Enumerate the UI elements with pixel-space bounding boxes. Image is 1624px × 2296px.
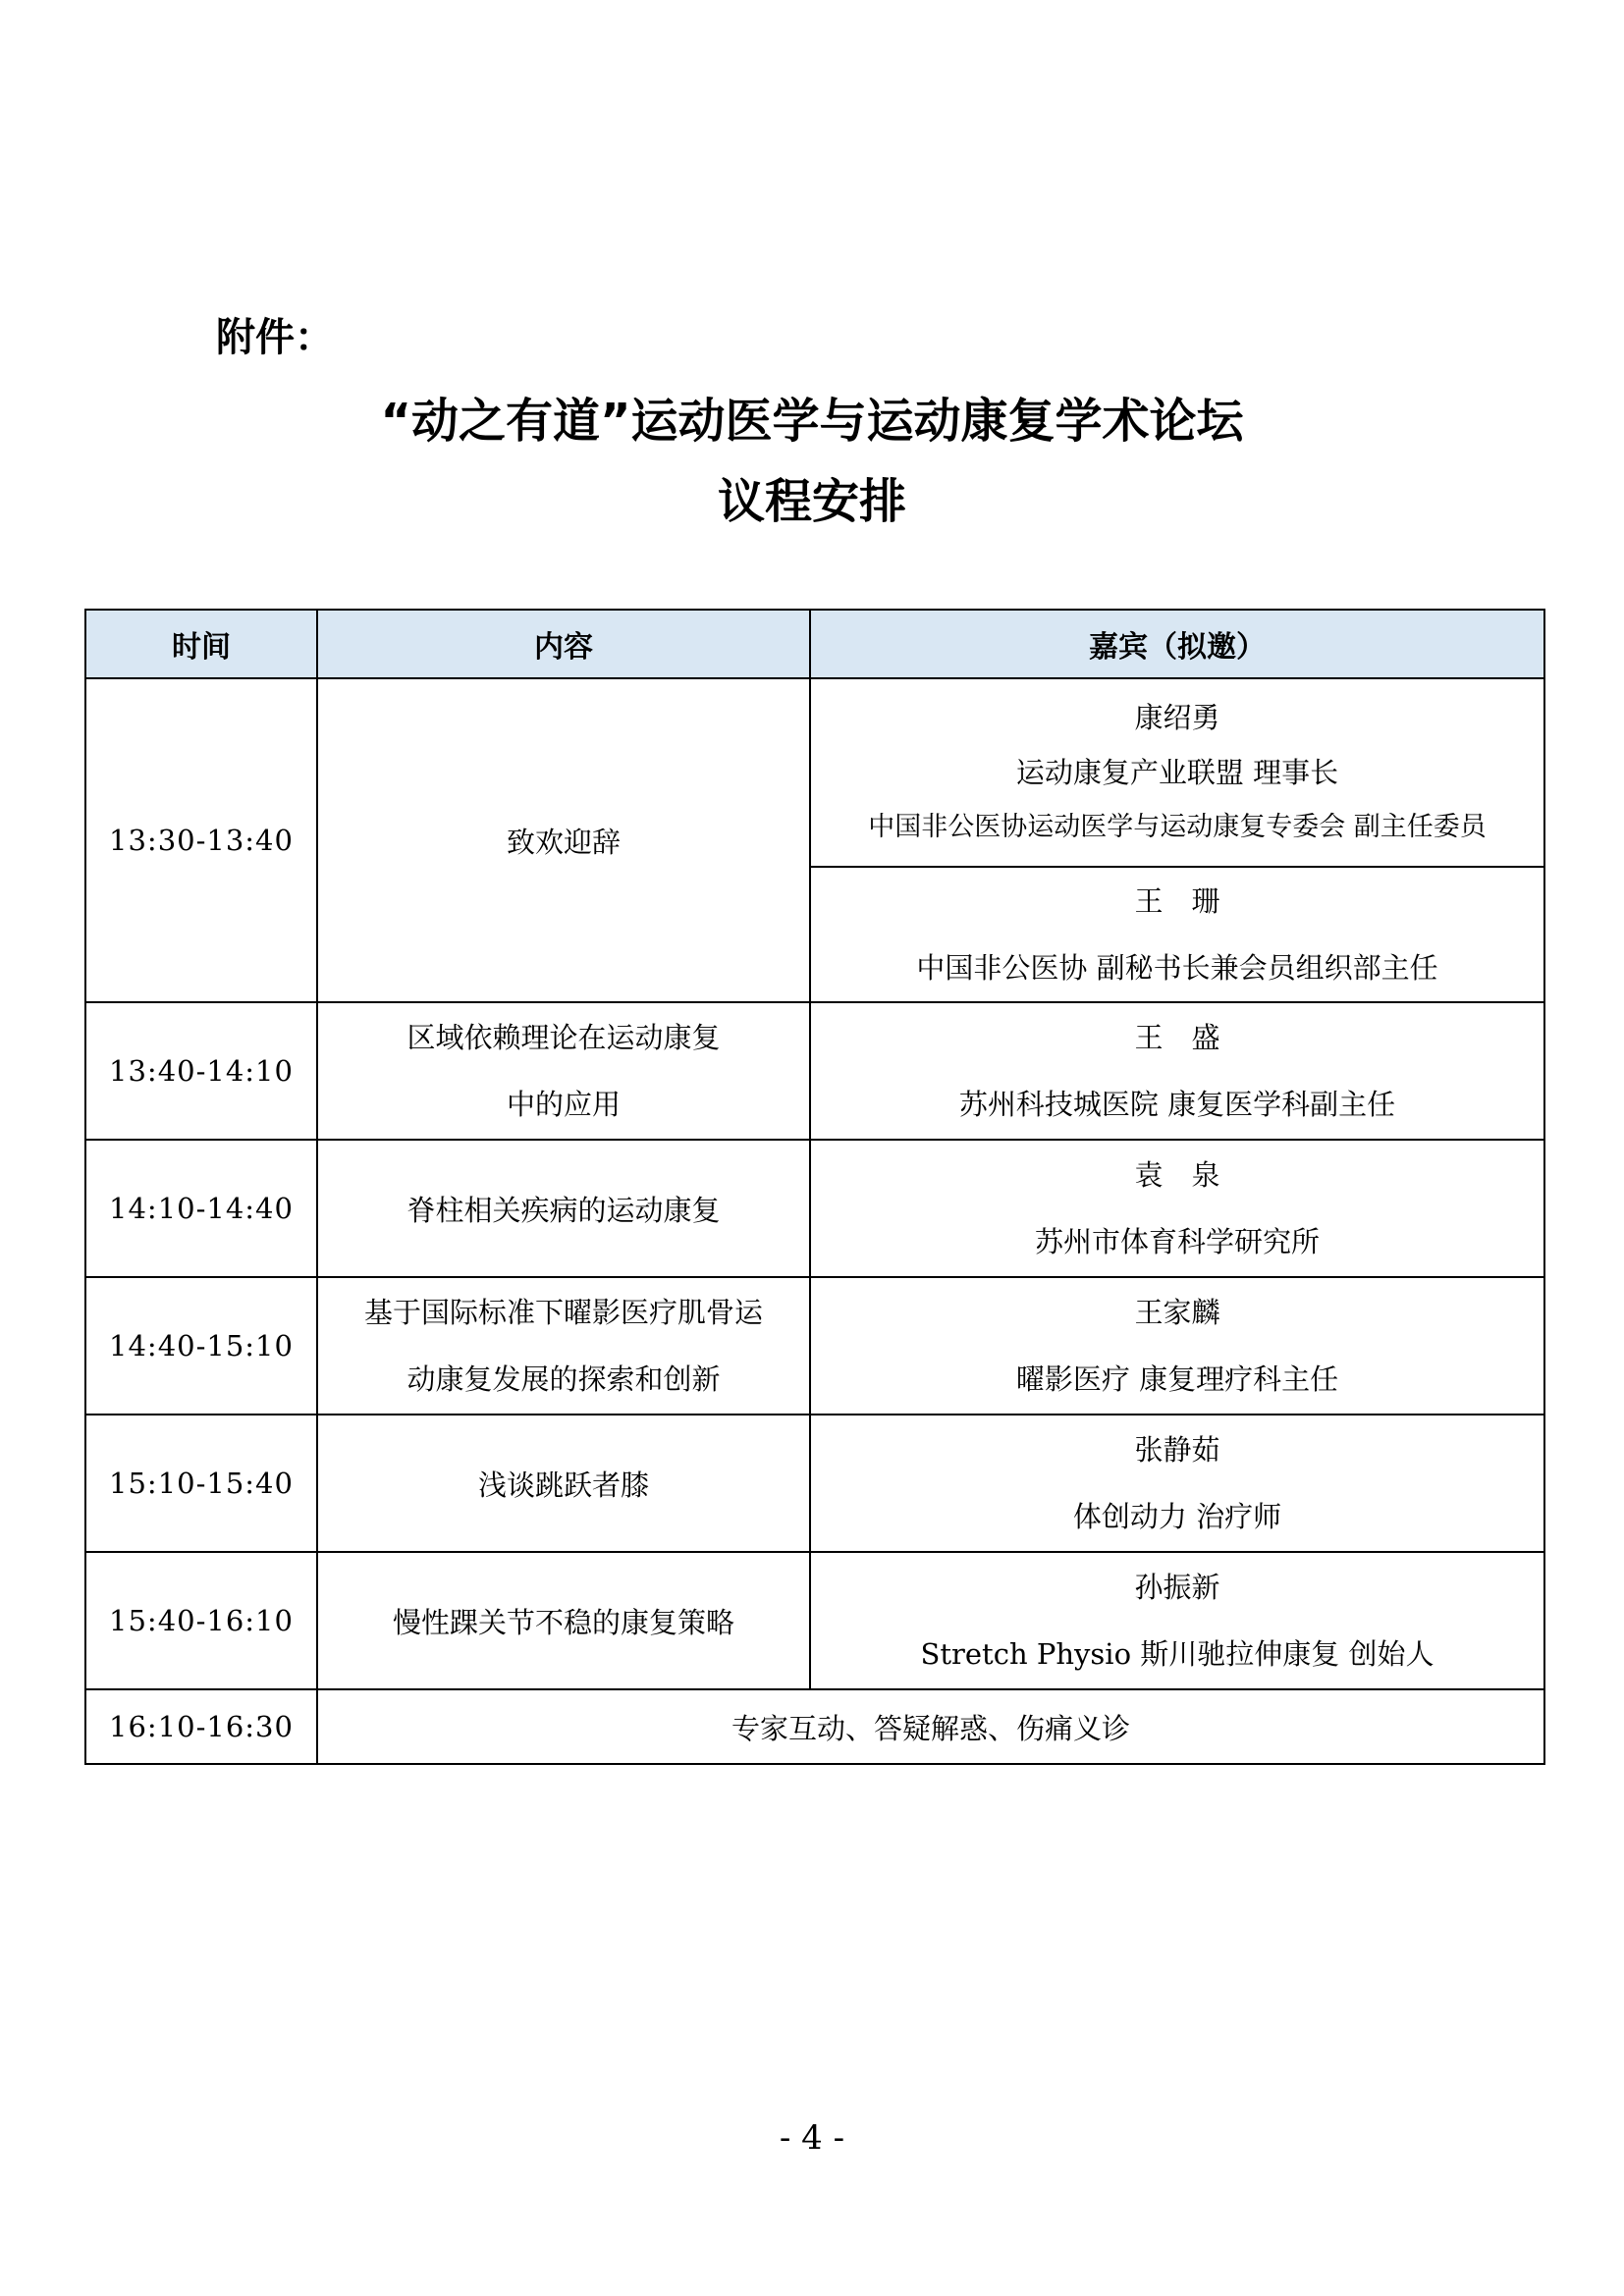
row-content: 浅谈跳跃者膝 [317, 1415, 810, 1552]
row-time: 15:10-15:40 [85, 1415, 317, 1552]
attachment-label: 附件： [216, 315, 334, 360]
row-time: 15:40-16:10 [85, 1552, 317, 1689]
table-row [85, 678, 1544, 867]
row-time: 14:10-14:40 [85, 1140, 317, 1277]
header-guests: 嘉宾（拟邀） [810, 610, 1544, 678]
guest-name: 孙振新 [1134, 1571, 1220, 1604]
guest-name: 袁 泉 [1134, 1158, 1220, 1192]
row-content: 慢性踝关节不稳的康复策略 [317, 1552, 810, 1689]
guest-title: 运动康复产业联盟 理事长 [1015, 756, 1339, 789]
guest-title: 苏州市体育科学研究所 [1034, 1225, 1320, 1258]
table-row [85, 1002, 1544, 1140]
table-row [85, 1415, 1544, 1552]
header-content: 内容 [317, 610, 810, 678]
row-content [317, 1002, 810, 1140]
row-time: 16:10-16:30 [85, 1689, 317, 1764]
guest-name: 张静茹 [1134, 1433, 1220, 1467]
row-guest [810, 867, 1544, 1002]
agenda-table [84, 609, 1545, 1765]
table-row [85, 1689, 1544, 1764]
content-line: 基于国际标准下曜影医疗肌骨运 [363, 1296, 763, 1329]
row-content [317, 1277, 810, 1415]
guest-title: 曜影医疗 康复理疗科主任 [1015, 1362, 1339, 1396]
guest-title: 中国非公医协运动医学与运动康复专委会 副主任委员 [868, 812, 1487, 842]
guest-name: 王 珊 [1134, 884, 1220, 918]
row-time: 13:30-13:40 [85, 678, 317, 1002]
row-guest [810, 1002, 1544, 1140]
guest-title: 中国非公医协 副秘书长兼会员组织部主任 [916, 951, 1438, 985]
row-guest [810, 678, 1544, 867]
row-guest [810, 1552, 1544, 1689]
row-time: 14:40-15:10 [85, 1277, 317, 1415]
row-content: 脊柱相关疾病的运动康复 [317, 1140, 810, 1277]
page-subtitle: 议程安排 [717, 474, 906, 529]
table-header-row [85, 610, 1544, 678]
page-number: - 4 - [779, 2118, 845, 2158]
row-guest [810, 1277, 1544, 1415]
guest-title: Stretch Physio 斯川驰拉伸康复 创始人 [920, 1637, 1435, 1671]
guest-title: 体创动力 治疗师 [1072, 1500, 1282, 1533]
guest-name: 康绍勇 [1134, 701, 1220, 734]
row-guest [810, 1140, 1544, 1277]
table-row [85, 1552, 1544, 1689]
guest-name: 王家麟 [1134, 1296, 1220, 1329]
content-line: 动康复发展的探索和创新 [406, 1362, 721, 1396]
table-row [85, 1140, 1544, 1277]
header-time: 时间 [85, 610, 317, 678]
guest-name: 王 盛 [1134, 1021, 1220, 1054]
row-guest [810, 1415, 1544, 1552]
guest-title: 苏州科技城医院 康复医学科副主任 [958, 1088, 1396, 1121]
content-line: 区域依赖理论在运动康复 [406, 1021, 721, 1054]
table-row [85, 1277, 1544, 1415]
row-time: 13:40-14:10 [85, 1002, 317, 1140]
row-content: 致欢迎辞 [317, 678, 810, 1002]
content-line: 中的应用 [506, 1088, 621, 1121]
row-content: 专家互动、答疑解惑、伤痛义诊 [317, 1689, 1544, 1764]
page-title: “动之有道”运动医学与运动康复学术论坛 [380, 394, 1244, 449]
